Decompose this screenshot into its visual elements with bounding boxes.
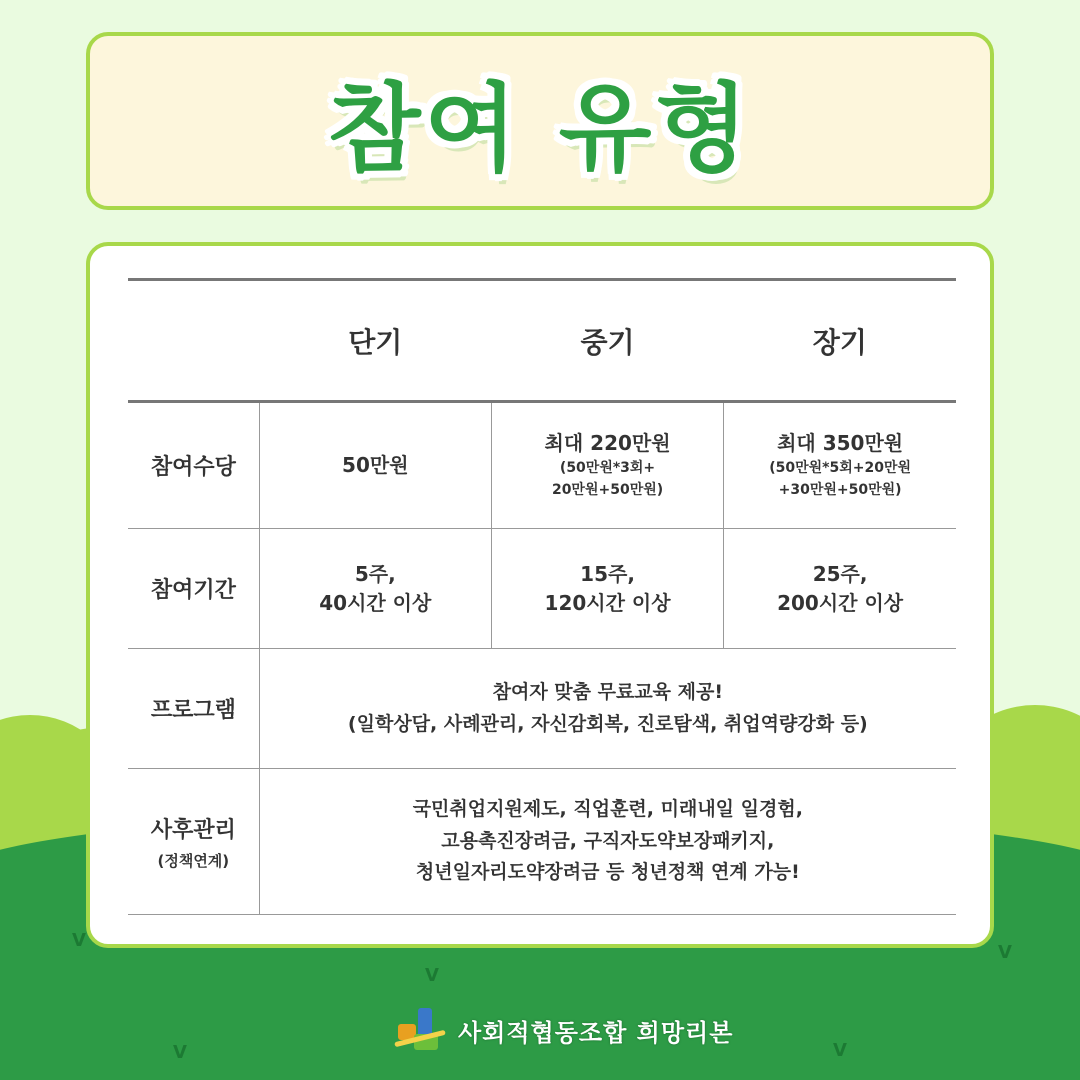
table-row: [128, 649, 956, 769]
cell-sub-text: +30만원+50만원): [778, 482, 902, 498]
cell-line: 5주,: [354, 561, 396, 586]
page-title: 참여 유형: [327, 72, 753, 185]
grass-tuft-icon: ᐯ: [425, 965, 439, 986]
column-header: 중기: [491, 280, 723, 402]
puzzle-logo-icon: [392, 1006, 448, 1054]
grass-tuft-icon: ᐯ: [173, 1042, 187, 1063]
grass-tuft-icon: ᐯ: [833, 1040, 847, 1061]
cell-line: 15주,: [580, 561, 635, 586]
title-banner: [86, 32, 994, 210]
table-cell: [259, 402, 491, 529]
row-label: [128, 769, 259, 915]
participation-table: [128, 278, 956, 915]
cell-line: (일학상담, 사례관리, 자신감회복, 진로탐색, 취업역량강화 등): [347, 712, 868, 735]
table-cell: [724, 402, 956, 529]
row-label: 참여기간: [128, 529, 259, 649]
table-cell: [491, 402, 723, 529]
cell-main-text: 50만원: [342, 453, 409, 477]
table-corner-cell: [128, 280, 259, 402]
table-row: [128, 529, 956, 649]
cell-sub-text: (50만원*5회+20만원: [769, 460, 911, 477]
cell-line: 25주,: [812, 561, 868, 586]
organization-logo: [392, 1006, 733, 1054]
organization-name: 사회적협동조합 희망리본: [458, 1018, 734, 1047]
cell-sub-text: 20만원+50만원): [551, 482, 664, 498]
row-label: 프로그램: [128, 649, 259, 769]
row-label: 참여수당: [128, 402, 259, 529]
column-header: 단기: [259, 280, 491, 402]
cell-line: 청년일자리도약장려금 등 청년정책 연계 가능!: [415, 861, 800, 884]
column-header: 장기: [724, 280, 956, 402]
cell-sub-text: (50만원*3회+: [559, 460, 656, 477]
cell-line: 고용촉진장려금, 구직자도약보장패키지,: [441, 829, 775, 852]
table-row: [128, 769, 956, 915]
table-header-row: [128, 280, 956, 402]
table-cell: [491, 529, 723, 649]
table-row: [128, 402, 956, 529]
cell-line: 120시간 이상: [544, 590, 671, 615]
info-card: [86, 242, 994, 948]
cell-main-text: 최대 350만원: [777, 431, 904, 456]
row-label-sub: (정책연계): [157, 851, 230, 870]
table-wide-cell: [259, 769, 956, 915]
table-cell: [259, 529, 491, 649]
cell-line: 참여자 맞춤 무료교육 제공!: [492, 681, 724, 704]
table-cell: [724, 529, 956, 649]
grass-tuft-icon: ᐯ: [998, 942, 1012, 963]
cell-main-text: 최대 220만원: [544, 431, 671, 456]
cell-line: 국민취업지원제도, 직업훈련, 미래내일 일경험,: [412, 798, 803, 821]
grass-tuft-icon: ᐯ: [72, 930, 86, 951]
cell-line: 40시간 이상: [319, 590, 432, 615]
table-wide-cell: [259, 649, 956, 769]
row-label-text: 사후관리: [150, 817, 236, 843]
cell-line: 200시간 이상: [777, 590, 904, 615]
